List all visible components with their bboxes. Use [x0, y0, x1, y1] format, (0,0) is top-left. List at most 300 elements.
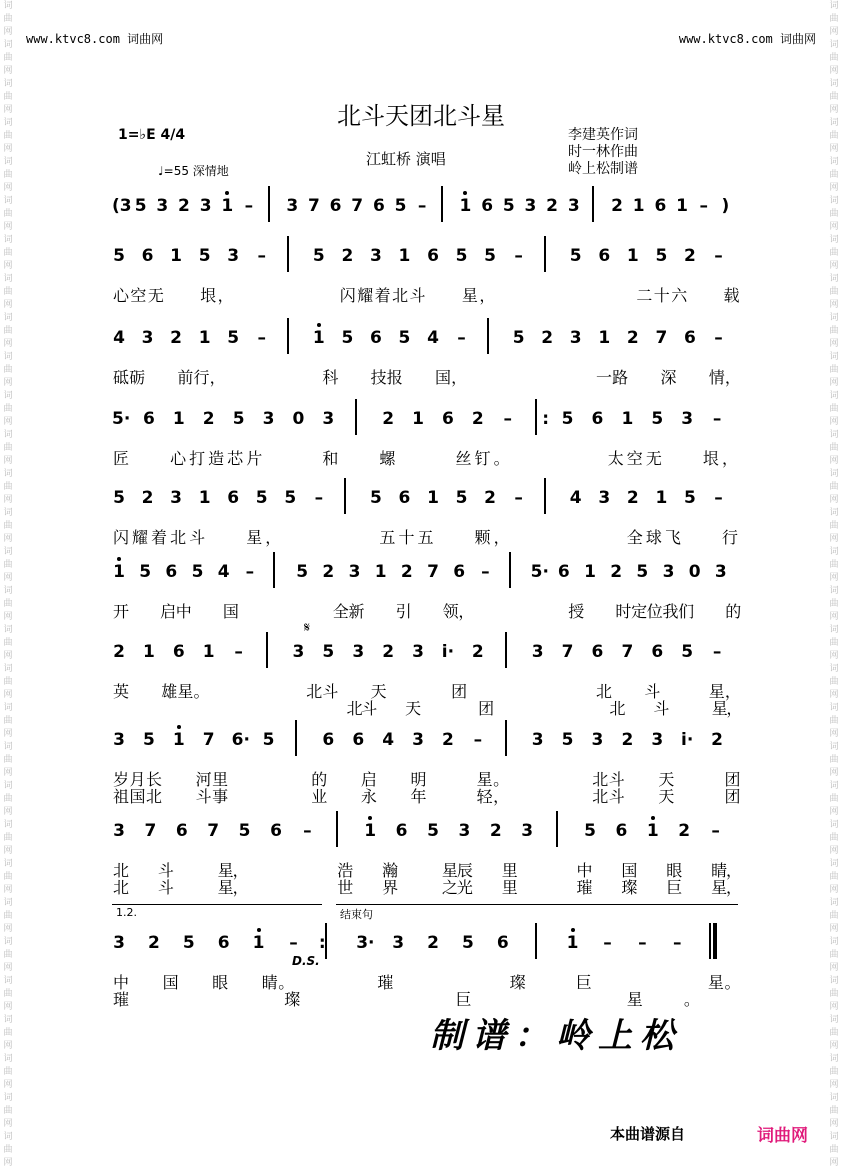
repeat-sign: : — [542, 409, 550, 429]
note: 6 — [615, 821, 628, 841]
bar-line — [266, 632, 268, 668]
note: 3 — [292, 642, 305, 662]
bar-line — [505, 720, 507, 756]
lyric-char: 星 — [707, 973, 724, 992]
lyric-line — [0, 699, 842, 721]
watermark-char: 词 — [3, 1054, 13, 1064]
note: 3 — [569, 328, 582, 348]
watermark-char: 曲 — [829, 833, 839, 843]
lyric-char: 斗 — [189, 528, 206, 547]
note: 2 — [683, 246, 696, 266]
note: 5 — [681, 642, 694, 662]
watermark-char: 词 — [829, 742, 839, 752]
note: 5 — [512, 328, 525, 348]
note: – — [714, 488, 723, 508]
lyric-char: 斗 — [644, 682, 661, 701]
note: – — [417, 196, 427, 216]
watermark-char: 曲 — [829, 326, 839, 336]
watermark-char: 曲 — [3, 404, 13, 414]
lyric-char: 星 — [711, 699, 728, 718]
note: 5 — [232, 409, 245, 429]
lyric-line — [0, 368, 842, 390]
lyric-line — [0, 449, 842, 471]
lyric-char: 路 — [612, 368, 629, 387]
lyric-char: 。 — [724, 973, 741, 992]
watermark-char: 曲 — [3, 131, 13, 141]
watermark-char: 词 — [3, 625, 13, 635]
note: 6 — [496, 933, 509, 953]
lyric-char: 闪 — [339, 286, 356, 305]
lyric-char: 国 — [222, 602, 239, 621]
note: 2 — [400, 562, 413, 582]
lyric-char: 造 — [208, 449, 225, 468]
lyric-char: ， — [724, 368, 741, 387]
note: 7 — [307, 196, 320, 216]
lyric-char: 匠 — [112, 449, 129, 468]
note: 5 — [262, 730, 275, 750]
watermark-char: 曲 — [3, 1028, 13, 1038]
note: 6 — [329, 196, 342, 216]
lyric-char: 业 — [311, 787, 328, 806]
watermark-char: 曲 — [3, 170, 13, 180]
watermark-char: 词 — [829, 898, 839, 908]
note: 5 — [134, 196, 147, 216]
note: 1 — [655, 488, 668, 508]
lyric-char: 天 — [658, 770, 675, 789]
watermark-char: 网 — [829, 66, 839, 76]
lyric-char: 团 — [724, 787, 741, 806]
note: 3 — [412, 730, 424, 750]
note: 6 — [395, 821, 408, 841]
watermark-char: 网 — [3, 1158, 13, 1168]
note: 3 — [567, 196, 580, 216]
watermark-char: 曲 — [829, 404, 839, 414]
lyric-char: 启 — [160, 602, 177, 621]
bar-line — [336, 811, 338, 847]
note: 3 — [141, 328, 154, 348]
lyric-char: 时 — [615, 602, 632, 621]
note: ) — [721, 196, 730, 216]
watermark-char: 曲 — [829, 911, 839, 921]
watermark-char: 词 — [3, 1015, 13, 1025]
note: 7 — [351, 196, 364, 216]
note: 2 — [611, 196, 623, 216]
singer-credit: 江虹桥 演唱 — [366, 150, 446, 168]
note: 3 — [113, 730, 125, 750]
lyric-char: 辰 — [456, 861, 473, 880]
watermark-char: 网 — [3, 690, 13, 700]
note: – — [714, 246, 723, 266]
watermark-char: 网 — [829, 300, 839, 310]
score-line — [0, 246, 842, 282]
watermark-char: 曲 — [3, 950, 13, 960]
note: 5 — [142, 730, 155, 750]
score-line — [0, 328, 842, 364]
watermark-char: 词 — [829, 1093, 839, 1103]
watermark-char: 曲 — [829, 872, 839, 882]
note: 6 — [453, 562, 466, 582]
watermark-char: 曲 — [829, 209, 839, 219]
lyric-char: 着 — [151, 528, 168, 547]
bar-line — [355, 399, 357, 435]
watermark-char: 曲 — [829, 560, 839, 570]
watermark-char: 网 — [3, 495, 13, 505]
lyric-char: 中 — [576, 861, 593, 880]
lyric-char: 垠 — [200, 286, 217, 305]
lyric-char: 科 — [322, 368, 339, 387]
note: 2 — [442, 730, 454, 750]
watermark-char: 词 — [829, 235, 839, 245]
lyric-char: 祖 — [112, 787, 129, 806]
note: 6 — [591, 642, 604, 662]
lyric-char: 定 — [631, 602, 648, 621]
watermark-char: 词 — [829, 508, 839, 518]
lyric-char: ， — [726, 878, 743, 897]
note: 2 — [626, 488, 639, 508]
watermark-char: 词 — [3, 118, 13, 128]
score-line — [0, 562, 842, 598]
lyric-char: 。 — [193, 682, 210, 701]
song-title: 北斗天团北斗星 — [337, 102, 505, 130]
lyric-char: 砺 — [129, 368, 146, 387]
watermark-char: 曲 — [3, 911, 13, 921]
bar-line — [344, 478, 346, 514]
watermark-char: 词 — [3, 742, 13, 752]
lyric-char: 开 — [112, 602, 129, 621]
note: 5 — [455, 488, 468, 508]
lyric-char: 斗 — [608, 770, 625, 789]
lyric-char: 心 — [170, 449, 187, 468]
note: 6 — [651, 642, 664, 662]
lyric-char: ， — [726, 699, 743, 718]
footer-source-label: 本曲谱源自 — [610, 1125, 686, 1143]
note: 6 — [270, 821, 282, 841]
watermark-char: 词 — [829, 1054, 839, 1064]
note: 6 — [557, 562, 570, 582]
watermark-char: 网 — [829, 1158, 839, 1168]
tempo-marking: ♩=55 深情地 — [158, 164, 229, 178]
watermark-char: 曲 — [3, 326, 13, 336]
bar-line — [487, 318, 489, 354]
watermark-char: 网 — [829, 885, 839, 895]
note: 1 — [221, 196, 234, 216]
watermark-char: 网 — [3, 807, 13, 817]
watermark-char: 曲 — [3, 1145, 13, 1155]
note: 4 — [217, 562, 230, 582]
note: 7 — [144, 821, 157, 841]
bar-line — [287, 236, 289, 272]
note: 5 — [312, 246, 325, 266]
bar-line — [505, 632, 507, 668]
signature-text: 制谱：岭上松 — [430, 1016, 682, 1056]
lyric-char: 五 — [417, 528, 434, 547]
lyric-char: 行 — [721, 528, 738, 547]
bar-line — [544, 478, 546, 514]
lyric-char: 闪 — [112, 528, 129, 547]
watermark-char: 词 — [829, 430, 839, 440]
note: 1 — [427, 488, 439, 508]
note: 7 — [621, 642, 634, 662]
lyric-char: 国 — [162, 973, 179, 992]
watermark-char: 词 — [829, 820, 839, 830]
lyric-char: 星 — [708, 682, 725, 701]
note: – — [712, 409, 722, 429]
watermark-char: 网 — [3, 1002, 13, 1012]
lyric-char: ， — [458, 602, 475, 621]
note: 6 — [591, 409, 604, 429]
note: 2 — [471, 642, 484, 662]
watermark-char: 词 — [3, 664, 13, 674]
header-left-url: www.ktvc8.com 词曲网 — [26, 32, 164, 46]
lyric-char: 深 — [660, 368, 677, 387]
watermark-char: 曲 — [3, 599, 13, 609]
watermark-char: 词 — [3, 40, 13, 50]
watermark-char: 网 — [3, 612, 13, 622]
watermark-char: 网 — [829, 846, 839, 856]
watermark-char: 曲 — [829, 92, 839, 102]
watermark-char: 词 — [829, 40, 839, 50]
repeat-sign: : — [318, 933, 326, 953]
note: – — [699, 196, 708, 216]
lyric-char: 斗 — [608, 787, 625, 806]
note: 5 — [284, 488, 297, 508]
note: – — [234, 642, 243, 662]
watermark-char: 网 — [829, 261, 839, 271]
watermark-char: 词 — [3, 79, 13, 89]
lyric-char: 北 — [146, 787, 163, 806]
note: 5 — [584, 821, 596, 841]
header-right-url: www.ktvc8.com 词曲网 — [678, 32, 816, 46]
lyric-char: 们 — [678, 602, 695, 621]
note: 3 — [286, 196, 299, 216]
note: 1 — [252, 933, 265, 953]
note: 1 — [584, 562, 596, 582]
lyric-line — [0, 286, 842, 308]
lyric-line — [0, 990, 842, 1012]
note: 5 — [113, 246, 125, 266]
note: 3 — [412, 642, 424, 662]
score-line — [0, 933, 842, 969]
watermark-char: 网 — [3, 1041, 13, 1051]
lyric-char: ， — [451, 368, 468, 387]
lyric-char: ， — [726, 861, 743, 880]
watermark-char: 曲 — [829, 1067, 839, 1077]
segno-mark: 𝄋 — [304, 620, 311, 636]
lyric-char: 飞 — [664, 528, 681, 547]
watermark-char: 曲 — [829, 1106, 839, 1116]
watermark-char: 曲 — [829, 599, 839, 609]
watermark-char: 网 — [829, 144, 839, 154]
note: 6 — [372, 196, 385, 216]
lyric-char: 北 — [592, 787, 609, 806]
watermark-char: 网 — [3, 27, 13, 37]
note: 2 — [382, 642, 395, 662]
lyric-char: 月 — [129, 770, 146, 789]
note: 2 — [322, 562, 335, 582]
lyric-char: 北 — [112, 861, 129, 880]
watermark-char: 网 — [829, 183, 839, 193]
watermark-char: 网 — [829, 378, 839, 388]
note: 1 — [459, 196, 472, 216]
watermark-char: 曲 — [3, 1067, 13, 1077]
lyric-char: 片 — [246, 449, 263, 468]
watermark-char: 曲 — [829, 170, 839, 180]
note: – — [714, 328, 723, 348]
note: 2 — [141, 488, 154, 508]
lyric-line — [0, 528, 842, 550]
note: 6 — [165, 562, 178, 582]
lyric-char: ， — [493, 787, 510, 806]
lyric-char: 太 — [607, 449, 624, 468]
watermark-char: 网 — [829, 612, 839, 622]
lyric-char: 团 — [451, 682, 468, 701]
note: 3 — [531, 642, 544, 662]
lyric-char: 轻 — [476, 787, 493, 806]
watermark-char: 网 — [3, 300, 13, 310]
note: 5 — [198, 246, 211, 266]
lyric-char: 着 — [374, 286, 391, 305]
note: 5 — [561, 730, 574, 750]
watermark-char: 网 — [829, 222, 839, 232]
note: 3 — [392, 933, 405, 953]
lyric-char: 英 — [112, 682, 129, 701]
note: 4 — [427, 328, 439, 348]
note: 7 — [561, 642, 574, 662]
first-ending-label: 1.2. — [116, 906, 137, 919]
note: 5 — [461, 933, 474, 953]
watermark-char: 词 — [829, 781, 839, 791]
note: 6 — [398, 488, 411, 508]
watermark-char: 网 — [829, 1119, 839, 1129]
watermark-char: 词 — [829, 625, 839, 635]
lyric-char: ， — [232, 861, 249, 880]
first-ending-bracket — [112, 904, 322, 905]
lyric-char: ， — [493, 528, 510, 547]
note: 6 — [598, 246, 611, 266]
lyric-char: 天 — [370, 682, 387, 701]
watermark-char: 网 — [829, 456, 839, 466]
lyric-char: 斗 — [157, 878, 174, 897]
lyric-char: 璨 — [621, 878, 638, 897]
watermark-char: 网 — [829, 573, 839, 583]
lyric-char: 北 — [346, 699, 363, 718]
note: 5 — [113, 488, 125, 508]
bar-line — [509, 552, 511, 588]
note: 6 — [442, 409, 454, 429]
watermark-char: 网 — [829, 807, 839, 817]
lyric-char: 螺 — [379, 449, 396, 468]
lyric-char: 天 — [658, 787, 675, 806]
lyric-char: 斗 — [322, 682, 339, 701]
note: 6 — [227, 488, 240, 508]
bar-line — [295, 720, 297, 756]
watermark-char: 网 — [3, 183, 13, 193]
note: (3 — [112, 196, 132, 216]
note: 6 — [683, 328, 696, 348]
watermark-char: 曲 — [3, 794, 13, 804]
bar-line — [535, 399, 537, 435]
note: 4 — [569, 488, 582, 508]
lyric-char: 星 — [626, 990, 643, 1009]
note: 5 — [296, 562, 309, 582]
lyric-char: 全 — [332, 602, 349, 621]
note: 1 — [626, 246, 639, 266]
lyric-char: 眼 — [212, 973, 229, 992]
lyric-char: 河 — [195, 770, 212, 789]
watermark-char: 词 — [3, 1132, 13, 1142]
watermark-char: 网 — [829, 768, 839, 778]
lyric-char: 星 — [461, 286, 478, 305]
watermark-char: 曲 — [3, 677, 13, 687]
watermark-char: 曲 — [3, 989, 13, 999]
note: 5 — [484, 246, 496, 266]
lyric-char: 球 — [645, 528, 662, 547]
bar-line — [556, 811, 558, 847]
note: 6 — [654, 196, 667, 216]
lyric-char: 心 — [112, 286, 129, 305]
lyric-char: 无 — [645, 449, 662, 468]
watermark-char: 曲 — [829, 677, 839, 687]
note: – — [603, 933, 612, 953]
watermark-char: 词 — [829, 547, 839, 557]
lyric-char: 里 — [212, 770, 229, 789]
lyric-line — [0, 787, 842, 809]
lyric-char: 星 — [476, 770, 493, 789]
watermark-char: 词 — [3, 586, 13, 596]
watermark-char: 网 — [829, 729, 839, 739]
watermark-char: 网 — [3, 1119, 13, 1129]
lyric-char: 国 — [129, 787, 146, 806]
lyric-char: 斗 — [157, 861, 174, 880]
note: 5 — [139, 562, 152, 582]
watermark-char: 网 — [3, 144, 13, 154]
note: 2 — [621, 730, 634, 750]
watermark-char: 词 — [3, 235, 13, 245]
watermark-char: 词 — [829, 196, 839, 206]
lyric-char: 六 — [671, 286, 688, 305]
watermark-char: 曲 — [829, 638, 839, 648]
lyric-char: ， — [232, 878, 249, 897]
lyric-char: 星 — [711, 878, 728, 897]
watermark-char: 词 — [829, 313, 839, 323]
note: 5 — [369, 488, 382, 508]
note: 5 — [341, 328, 354, 348]
lyric-char: ， — [217, 286, 234, 305]
note: 1 — [312, 328, 325, 348]
note: – — [457, 328, 466, 348]
watermark-char: 词 — [829, 976, 839, 986]
lyric-char: 巨 — [575, 973, 592, 992]
note: 3 — [531, 730, 544, 750]
note: 0 — [688, 562, 701, 582]
watermark-char: 网 — [3, 1080, 13, 1090]
note: 1 — [598, 328, 611, 348]
watermark-char: 曲 — [3, 1106, 13, 1116]
lyric-char: 砥 — [112, 368, 129, 387]
watermark-char: 词 — [829, 1, 839, 11]
note: 2 — [546, 196, 559, 216]
score-line — [0, 821, 842, 857]
watermark-char: 词 — [829, 274, 839, 284]
note: 1 — [374, 562, 387, 582]
watermark-char: 曲 — [829, 482, 839, 492]
note: 2 — [147, 933, 160, 953]
score-line — [0, 409, 842, 445]
lyric-char: 永 — [360, 787, 377, 806]
watermark-char: 词 — [829, 703, 839, 713]
watermark-char: 网 — [3, 924, 13, 934]
watermark-char: 词 — [3, 937, 13, 947]
